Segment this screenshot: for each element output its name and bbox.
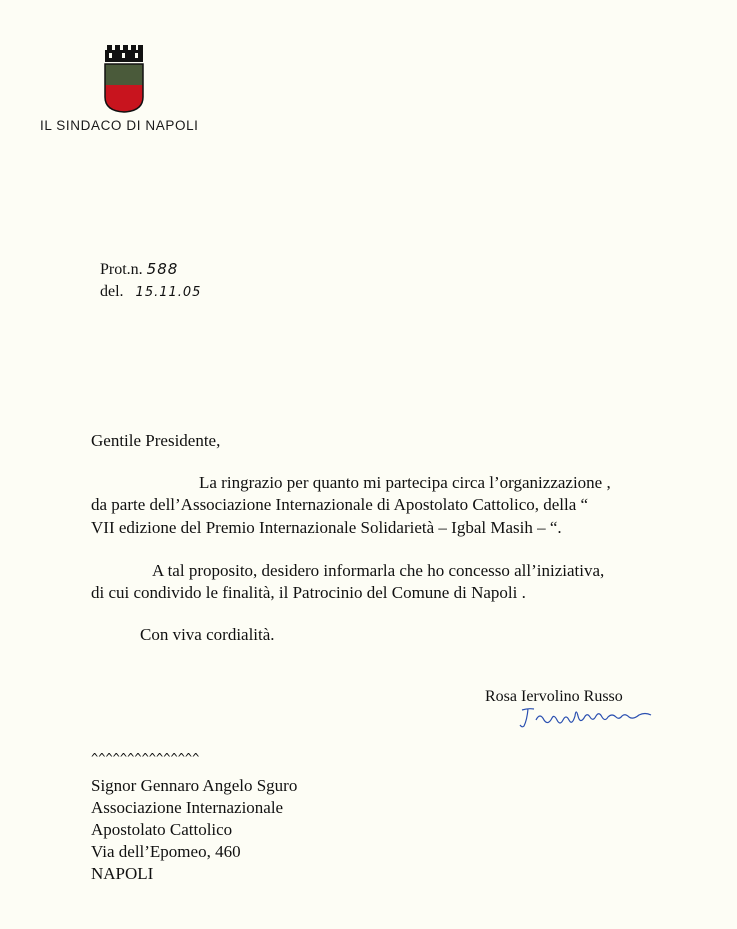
body-line: VII edizione del Premio Internazionale Solidarietà – Igbal Masih – “. [91,518,562,537]
city-crest-logo [103,45,145,113]
office-title: IL SINDACO DI NAPOLI [40,118,199,133]
recipient-line: Associazione Internazionale [91,798,284,817]
del-label: del. [100,283,124,300]
prot-label: Prot.n. [100,261,143,278]
protocol-number [100,260,178,279]
body-line: di cui condivido le finalità, il Patrocinio del Comune di Napoli . [91,583,526,602]
separator-line: ^^^^^^^^^^^^^^^ [91,751,200,765]
del-date-handwritten: 15.11.05 [135,285,202,300]
salutation: Gentile Presidente, [91,431,221,450]
prot-number-handwritten: 588 [146,260,179,278]
signatory-name: Rosa Iervolino Russo [485,688,623,705]
recipient-city: NAPOLI [91,864,154,883]
recipient-line: Signor Gennaro Angelo Sguro [91,776,298,795]
recipient-line: Via dell’Epomeo, 460 [91,842,241,861]
body-line: da parte dell’Associazione Internazionale di Apostolato Cattolico, della “ [91,495,589,514]
closing: Con viva cordialità. [140,625,275,644]
handwritten-signature [518,706,678,730]
protocol-date [100,283,201,301]
body-line: La ringrazio per quanto mi partecipa circa l’organizzazione , [199,473,611,492]
recipient-line: Apostolato Cattolico [91,820,233,839]
body-line: A tal proposito, desidero informarla che ho concesso all’iniziativa, [152,561,605,580]
